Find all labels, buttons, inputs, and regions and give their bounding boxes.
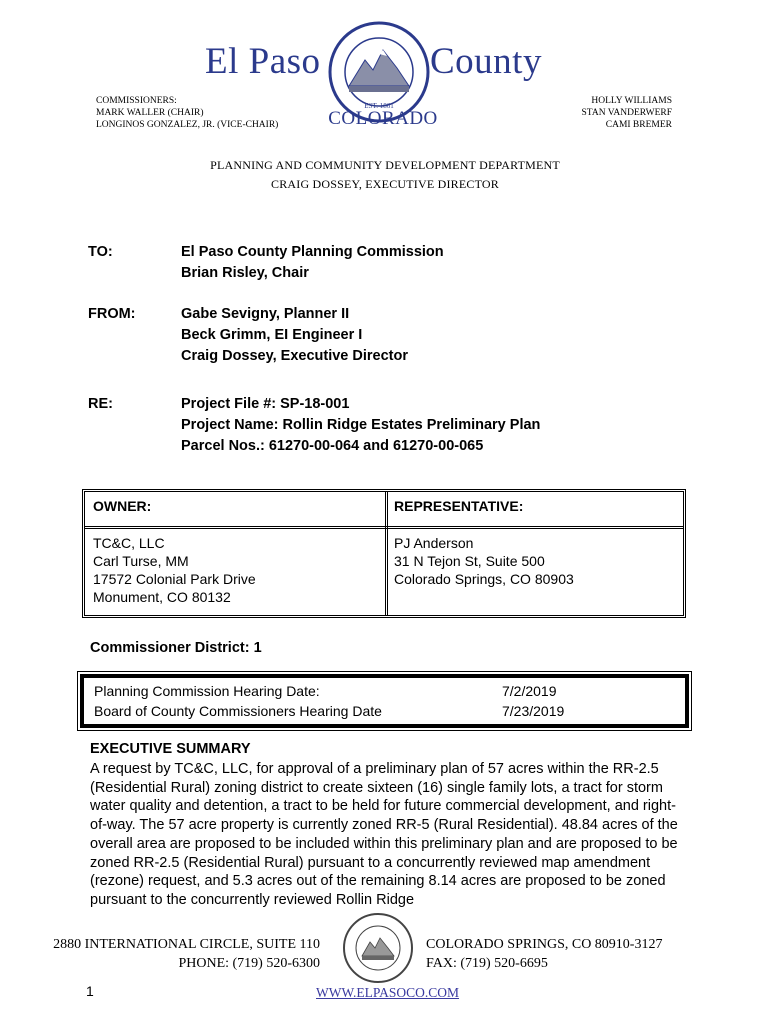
rep-line: 31 N Tejon St, Suite 500 (394, 553, 545, 569)
commissioner-name: STAN VANDERWERF (581, 108, 672, 118)
owner-representative-table (82, 489, 686, 618)
representative-header: REPRESENTATIVE: (394, 498, 524, 514)
to-line: Brian Risley, Chair (181, 265, 309, 281)
hearing-label: Board of County Commissioners Hearing Date (94, 703, 382, 719)
state-name: COLORADO (328, 108, 438, 129)
footer-address: 2880 INTERNATIONAL CIRCLE, SUITE 110 (53, 937, 320, 952)
commissioner-district: Commissioner District: 1 (90, 640, 262, 656)
footer-fax: FAX: (719) 520-6695 (426, 956, 548, 971)
from-senders (181, 304, 408, 367)
footer-seal-logo (342, 912, 414, 984)
county-word-right: County (430, 41, 542, 82)
page-number: 1 (86, 983, 94, 999)
owner-line: Carl Turse, MM (93, 553, 189, 569)
commissioners-left (96, 95, 278, 131)
commissioner-name: LONGINOS GONZALEZ, JR. (VICE-CHAIR) (96, 120, 279, 130)
executive-summary-title: EXECUTIVE SUMMARY (90, 741, 251, 757)
to-line: El Paso County Planning Commission (181, 244, 444, 260)
re-line: Project File #: SP-18-001 (181, 396, 350, 412)
rep-line: Colorado Springs, CO 80903 (394, 571, 574, 587)
footer-city: COLORADO SPRINGS, CO 80910-3127 (426, 937, 663, 952)
department-name: PLANNING AND COMMUNITY DEVELOPMENT DEPARTMENT (210, 158, 560, 172)
county-word-left: El Paso (205, 41, 321, 82)
owner-info (93, 534, 256, 606)
to-recipients (181, 242, 444, 284)
re-line: Parcel Nos.: 61270-00-064 and 61270-00-065 (181, 438, 484, 454)
owner-line: TC&C, LLC (93, 535, 165, 551)
re-label: RE: (88, 396, 113, 412)
commissioner-name: MARK WALLER (CHAIR) (96, 108, 204, 118)
from-label: FROM: (88, 306, 136, 322)
website-link[interactable]: WWW.ELPASOCO.COM (316, 985, 460, 1000)
seal-est-text: EST. 1861 (364, 102, 394, 110)
hearing-date: 7/23/2019 (502, 703, 565, 719)
from-line: Gabe Sevigny, Planner II (181, 306, 350, 322)
commissioner-name: HOLLY WILLIAMS (591, 96, 672, 106)
to-label: TO: (88, 244, 113, 260)
re-line: Project Name: Rollin Ridge Estates Preliminary Plan (181, 417, 541, 433)
representative-info (394, 534, 574, 588)
owner-header: OWNER: (93, 498, 152, 514)
hearing-dates-table (80, 674, 689, 728)
hearing-label: Planning Commission Hearing Date: (94, 683, 320, 699)
commissioner-name: CAMI BREMER (605, 120, 672, 130)
department-director: CRAIG DOSSEY, EXECUTIVE DIRECTOR (271, 177, 499, 191)
footer-phone: PHONE: (719) 520-6300 (178, 956, 320, 971)
re-details (181, 394, 540, 457)
owner-line: 17572 Colonial Park Drive (93, 571, 256, 587)
hearing-date: 7/2/2019 (502, 683, 557, 699)
commissioners-right (582, 95, 672, 131)
from-line: Craig Dossey, Executive Director (181, 348, 408, 364)
owner-line: Monument, CO 80132 (93, 589, 231, 605)
commissioners-heading: COMMISSIONERS: (96, 96, 177, 106)
from-line: Beck Grimm, EI Engineer I (181, 327, 363, 343)
executive-summary-body: A request by TC&C, LLC, for approval of a preliminary plan of 57 acres within the RR-2.5 (Residential Rural) zoning district to create sixteen (16) single family lots, a tract for storm water quality and detention, a tract to be held for future commercial development, and right-of-way. The 57 acre property is currently zoned RR-5 (Rural Residential). 48.84 acres of the overall area are proposed to be included within this preliminary plan and are proposed to be zoned RR-2.5 (Residential Rural) pursuant to a concurrently reviewed map amendment (rezone) request, and 5.3 acres out of the remaining 8.14 acres are proposed to be zoned pursuant to the concurrently reviewed Rollin Ridge (90, 761, 678, 908)
rep-line: PJ Anderson (394, 535, 474, 551)
